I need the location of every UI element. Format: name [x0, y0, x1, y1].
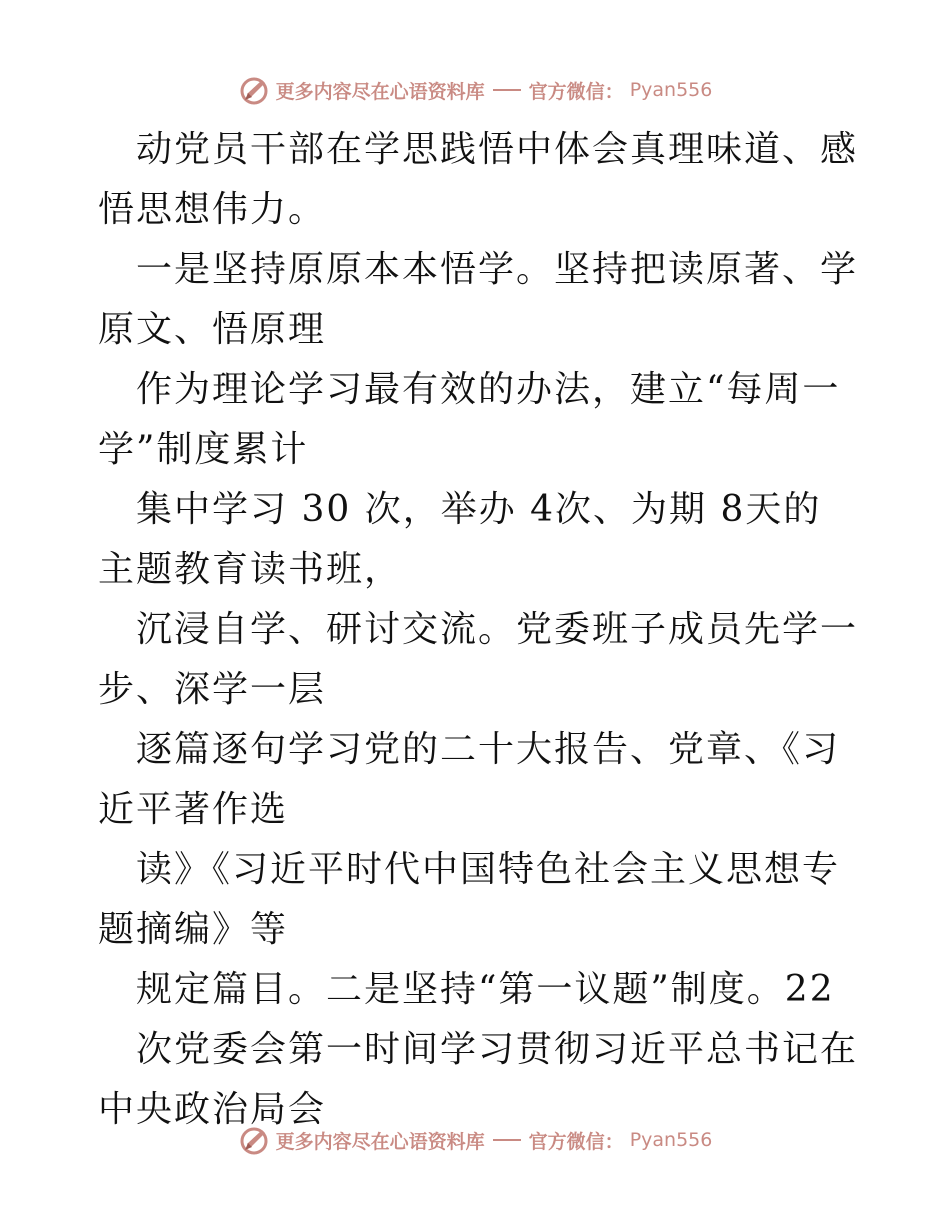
quill-logo-icon [238, 1124, 270, 1156]
paragraph: 规定篇目。二是坚持“第一议题”制度。22 [136, 969, 835, 1010]
paragraph: 次党委会第一时间学习贯彻习近平总书记在中央政治局会 [98, 1029, 859, 1130]
header-banner [0, 72, 950, 108]
header-official-label: 官方微信： [528, 80, 624, 103]
header-site-text: 更多内容尽在心语资料库 [275, 80, 485, 103]
paragraph: 作为理论学习最有效的办法，建立“每周一学”制度累计 [98, 369, 841, 470]
header-dash [493, 89, 521, 91]
document-body [98, 120, 858, 1140]
paragraph: 沉浸自学、研讨交流。党委班子成员先学一步、深学一层 [98, 609, 859, 710]
header-wechat-id: Pyan556 [629, 79, 713, 101]
paragraph: 读》《习近平时代中国特色社会主义思想专题摘编》等 [98, 849, 841, 950]
paragraph: 逐篇逐句学习党的二十大报告、党章、《习近平著作选 [98, 729, 841, 830]
paragraph: 一是坚持原原本本悟学。坚持把读原著、学原文、悟原理 [98, 249, 859, 350]
footer-site-text: 更多内容尽在心语资料库 [275, 1130, 485, 1153]
footer-wechat-id: Pyan556 [629, 1129, 713, 1151]
paragraph: 动党员干部在学思践悟中体会真理味道、感悟思想伟力。 [98, 129, 859, 230]
footer-banner [0, 1122, 950, 1158]
paragraph: 集中学习 30 次，举办 4次、为期 8天的主题教育读书班， [98, 489, 822, 590]
footer-dash [493, 1139, 521, 1141]
quill-logo-icon [238, 74, 270, 106]
footer-official-label: 官方微信： [528, 1130, 624, 1153]
